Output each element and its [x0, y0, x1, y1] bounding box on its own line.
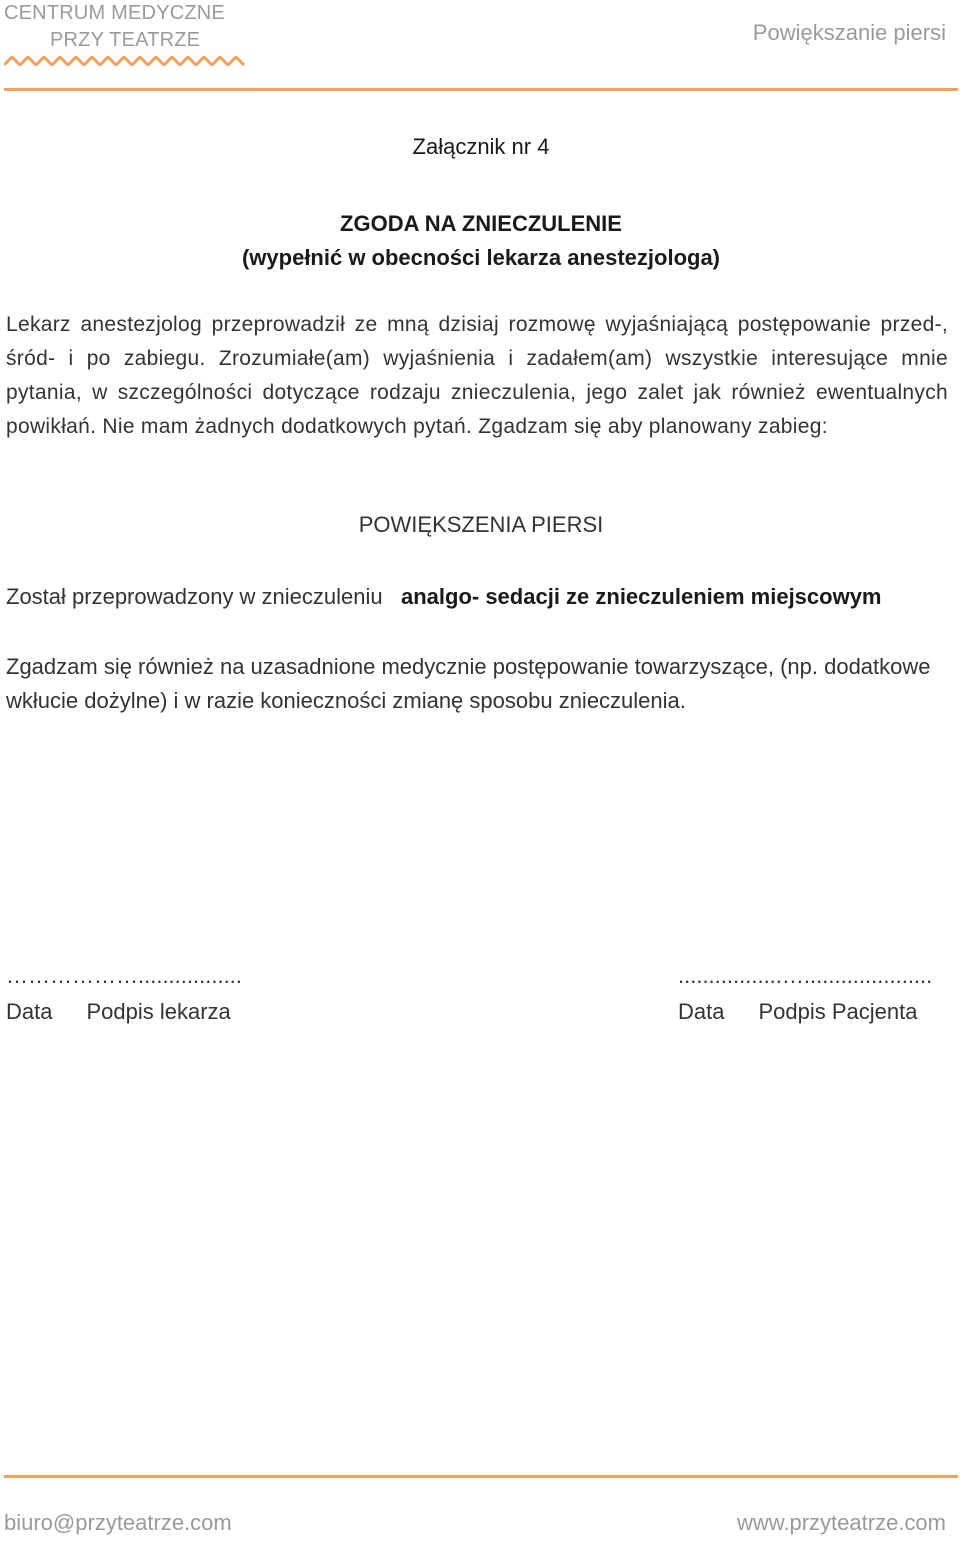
anesthesia-statement: [6, 580, 948, 614]
patient-signature-label: Podpis Pacjenta: [758, 999, 918, 1024]
patient-signature-block: [678, 958, 932, 1030]
doctor-signature-label: Podpis lekarza: [86, 999, 231, 1024]
annex-number: Załącznik nr 4: [412, 134, 550, 159]
consent-paragraph: Lekarz anestezjolog przeprowadził ze mną dzisiaj rozmowę wyjaśniającą postępowanie przed-, śród- i po zabiegu. Zrozumiałe(am) wyjaśnienia i zadałem(am) wszystkie interesujące mnie pytania, w szczególności dotyczące rodzaju znieczulenia, jego zalet jak również ewentualnych powikłań. Nie mam żadnych dodatkowych pytań. Zgadzam się aby planowany zabieg:: [6, 313, 948, 438]
header-document-title: Powiększanie piersi: [752, 20, 946, 45]
footer-divider: [4, 1475, 958, 1478]
title-line-2: (wypełnić w obecności lekarza anestezjologa): [241, 245, 721, 270]
document-title: [6, 207, 956, 275]
anesthesia-type: analgo- sedacji ze znieczuleniem miejscowym: [400, 584, 882, 609]
anesthesia-intro: Został przeprowadzony w znieczuleniu: [6, 584, 383, 609]
logo-zigzag-ornament: [4, 56, 248, 66]
patient-date-label: Data: [678, 999, 725, 1024]
procedure-name: POWIĘKSZENIA PIERSI: [358, 512, 604, 537]
logo-line-1: CENTRUM MEDYCZNE: [4, 2, 225, 24]
page-header: [0, 0, 960, 92]
doctor-signature-line: ……………….................: [6, 963, 242, 988]
footer-website: www.przyteatrze.com: [736, 1510, 946, 1535]
header-divider: [4, 88, 958, 91]
additional-consent-paragraph: Zgadzam się również na uzasadnione medycznie postępowanie towarzyszące, (np. dodatkowe wkłucie dożylne) i w razie konieczności zmianę sposobu znieczulenia.: [6, 654, 931, 713]
doctor-signature-block: [6, 958, 242, 1030]
logo-line-2: PRZY TEATRZE: [50, 29, 201, 51]
clinic-logo: [4, 0, 254, 66]
title-line-1: ZGODA NA ZNIECZULENIE: [340, 211, 622, 236]
patient-signature-line: .................….....................: [678, 963, 933, 988]
footer-email: biuro@przyteatrze.com: [4, 1510, 232, 1535]
doctor-date-label: Data: [6, 999, 53, 1024]
